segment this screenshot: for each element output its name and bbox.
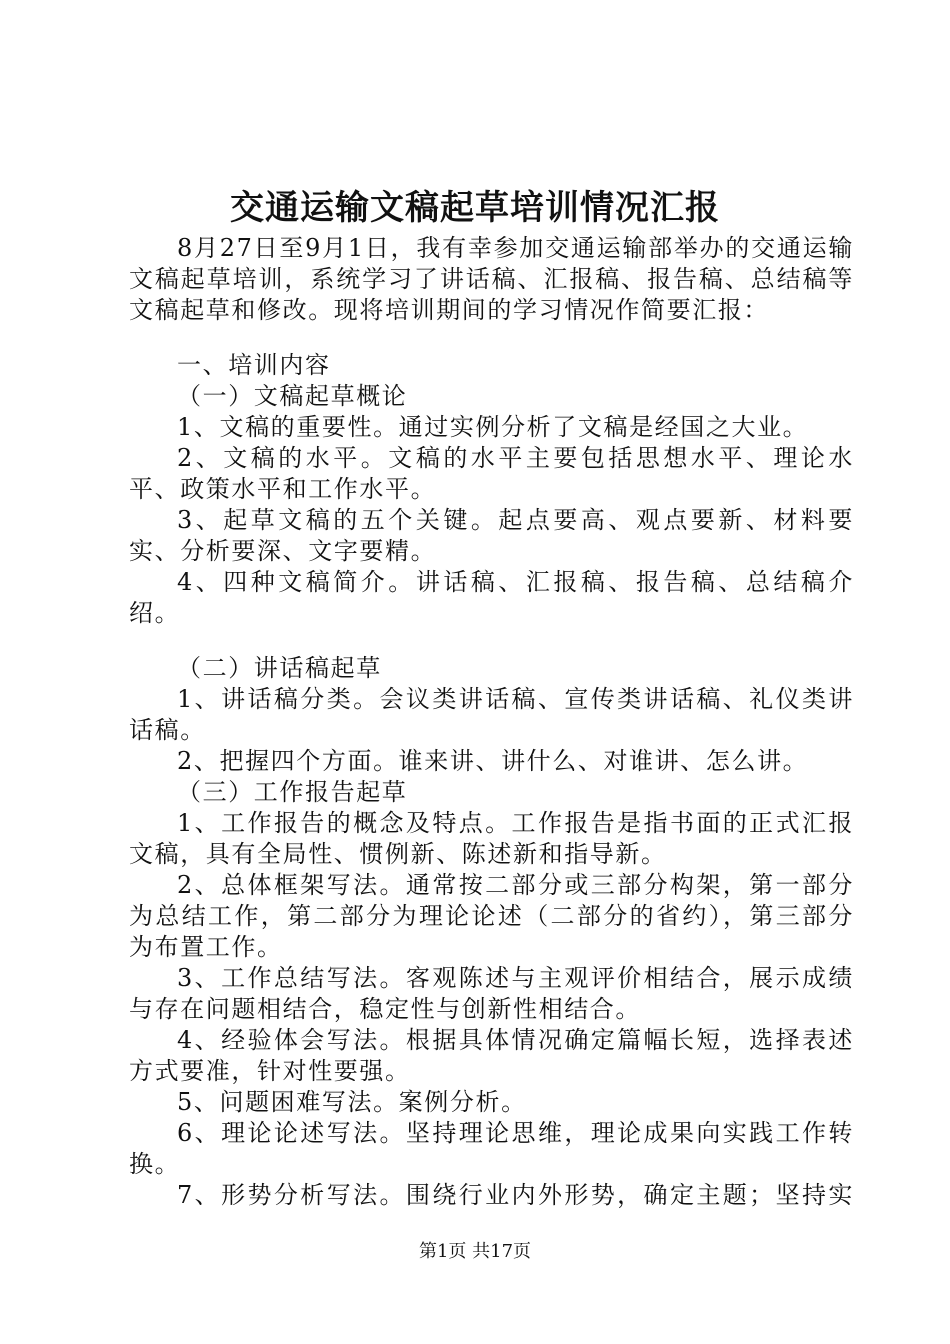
subsection-heading-1: （一）文稿起草概论 (177, 382, 408, 410)
list-item: 7、形势分析写法。围绕行业内外形势，确定主题；坚持实 (177, 1181, 854, 1209)
intro-paragraph: 8月27日至9月1日，我有幸参加交通运输部举办的交通运输文稿起草培训，系统学习了讲话稿、汇报稿、报告稿、总结稿等文稿起草和修改。现将培训期间的学习情况作简要汇报： (129, 234, 854, 324)
list-item: 2、文稿的水平。文稿的水平主要包括思想水平、理论水平、政策水平和工作水平。 (129, 444, 854, 503)
list-item: 1、工作报告的概念及特点。工作报告是指书面的正式汇报文稿，具有全局性、惯例新、陈述新和指导新。 (129, 809, 854, 868)
list-item: 3、起草文稿的五个关键。起点要高、观点要新、材料要实、分析要深、文字要精。 (129, 506, 854, 565)
list-item: 6、理论论述写法。坚持理论思维，理论成果向实践工作转换。 (129, 1119, 854, 1178)
section-heading-training-content: 一、培训内容 (177, 351, 331, 379)
subsection-heading-3: （三）工作报告起草 (177, 778, 408, 806)
list-item: 3、工作总结写法。客观陈述与主观评价相结合，展示成绩与存在问题相结合，稳定性与创新性相结合。 (129, 964, 854, 1023)
list-item: 4、经验体会写法。根据具体情况确定篇幅长短，选择表述方式要准，针对性要强。 (129, 1026, 854, 1085)
list-item: 2、总体框架写法。通常按二部分或三部分构架，第一部分为总结工作，第二部分为理论论述（二部分的省约），第三部分为布置工作。 (129, 871, 854, 961)
document-body (129, 233, 854, 1211)
subsection-heading-2: （二）讲话稿起草 (177, 654, 382, 682)
list-item: 1、文稿的重要性。通过实例分析了文稿是经国之大业。 (177, 413, 809, 441)
page-number-footer: 第1页 共17页 (418, 1241, 532, 1262)
list-item: 2、把握四个方面。谁来讲、讲什么、对谁讲、怎么讲。 (177, 747, 809, 775)
list-item: 4、四种文稿简介。讲话稿、汇报稿、报告稿、总结稿介绍。 (129, 568, 854, 627)
list-item: 5、问题困难写法。案例分析。 (177, 1088, 527, 1116)
document-title: 交通运输文稿起草培训情况汇报 (230, 188, 720, 228)
list-item: 1、讲话稿分类。会议类讲话稿、宣传类讲话稿、礼仪类讲话稿。 (129, 685, 854, 744)
